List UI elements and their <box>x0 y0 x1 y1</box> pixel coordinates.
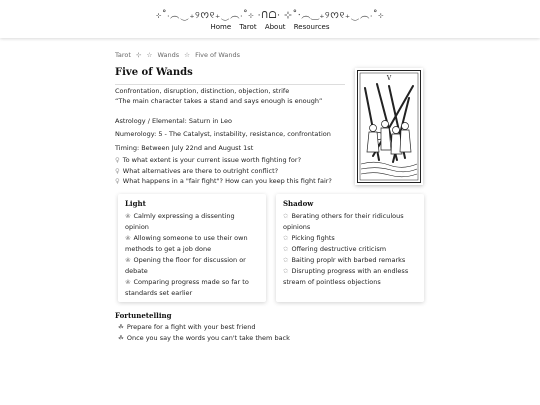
venus-bullet-icon: ♀ <box>115 156 120 164</box>
title-divider <box>115 84 345 85</box>
reflection-questions <box>115 156 332 188</box>
page-title: Five of Wands <box>115 67 193 78</box>
list-item: ✩ Berating others for their ridiculous opinions <box>283 212 404 231</box>
star-bullet-icon: ✩ <box>283 212 289 220</box>
nav-home[interactable]: Home <box>210 23 232 31</box>
list-item: ✩ Baiting proplr with barbed remarks <box>283 256 406 264</box>
venus-bullet-icon: ♀ <box>115 177 120 185</box>
flower-bullet-icon: ❀ <box>125 256 131 264</box>
top-bar <box>0 0 540 38</box>
list-item: ✩ Disrupting progress with an endless stream of pointless objections <box>283 267 409 286</box>
list-item: ♀ What alternatives are there to outright conflict? <box>115 166 279 175</box>
light-heading: Light <box>125 199 146 208</box>
fortunetelling-heading: Fortunetelling <box>115 311 172 320</box>
list-item: ☘ Prepare for a fight with your best friend <box>118 323 256 331</box>
card-keywords: Confrontation, disruption, distinction, objection, strife <box>115 87 290 95</box>
breadcrumb-separator: ☆ <box>184 51 190 59</box>
breadcrumb-wands-link[interactable]: Wands <box>157 51 180 59</box>
shadow-list <box>283 211 416 288</box>
list-item: ❀ Calmly expressing a dissenting opinion <box>125 212 235 231</box>
list-item: ✩ Picking fights <box>283 234 335 242</box>
star-bullet-icon: ✩ <box>283 267 289 275</box>
breadcrumb-current: Five of Wands <box>195 51 241 59</box>
list-item: ❀ Allowing someone to use their own methods to get a job done <box>125 234 248 253</box>
breadcrumb-tarot-link[interactable]: Tarot <box>115 51 131 59</box>
breadcrumb-separator: ☆ <box>146 51 153 59</box>
shamrock-bullet-icon: ☘ <box>118 323 124 331</box>
flower-bullet-icon: ❀ <box>125 278 131 286</box>
list-item: ❀ Comparing progress made so far to standards set earlier <box>125 278 249 297</box>
list-item: ♀ What happens in a "fair fight"? How can you keep this fight fair? <box>115 177 332 185</box>
star-bullet-icon: ✩ <box>283 234 289 242</box>
venus-bullet-icon: ♀ <box>115 166 120 175</box>
five-of-wands-illustration <box>355 68 423 185</box>
nav-tarot[interactable]: Tarot <box>239 23 257 31</box>
light-list <box>125 211 258 299</box>
list-item: ✩ Offering destructive criticism <box>283 245 387 253</box>
card-quote: “The main character takes a stand and says enough is enough” <box>115 97 323 105</box>
shadow-heading: Shadow <box>283 199 314 208</box>
nav-resources[interactable]: Resources <box>293 23 330 31</box>
site-title[interactable]: ⊹˚‧︵‿₊୨ᰔ୧₊‿︵‧˚⊹ ·ᑎᗝ· ⊹˚‧︵‿₊୨ᰔ୧₊‿︵‧˚⊹ <box>155 10 385 21</box>
breadcrumb-separator: ⊹ <box>136 51 142 59</box>
list-item: ☘ Once you say the words you can't take them back <box>118 333 290 342</box>
tarot-card-image <box>355 68 423 185</box>
list-item: ❀ Opening the floor for discussion or debate <box>125 256 246 275</box>
nav-about[interactable]: About <box>264 23 286 31</box>
card-numeral: V <box>386 75 392 82</box>
main-nav <box>0 23 540 31</box>
light-panel <box>118 194 266 302</box>
star-bullet-icon: ✩ <box>283 256 289 264</box>
astrology-line: Astrology / Elemental: Saturn in Leo <box>115 117 232 125</box>
flower-bullet-icon: ❀ <box>125 234 131 242</box>
list-item: ♀ To what extent is your current issue worth fighting for? <box>115 156 302 164</box>
shamrock-bullet-icon: ☘ <box>118 333 124 342</box>
flower-bullet-icon: ❀ <box>125 212 131 220</box>
breadcrumb <box>115 51 243 59</box>
timing-line: Timing: Between July 22nd and August 1st <box>115 144 254 152</box>
shadow-panel <box>276 194 424 302</box>
fortunetelling-list <box>118 322 290 343</box>
star-bullet-icon: ✩ <box>283 245 289 253</box>
numerology-line: Numerology: 5 - The Catalyst, instability, resistance, confrontation <box>115 130 331 138</box>
